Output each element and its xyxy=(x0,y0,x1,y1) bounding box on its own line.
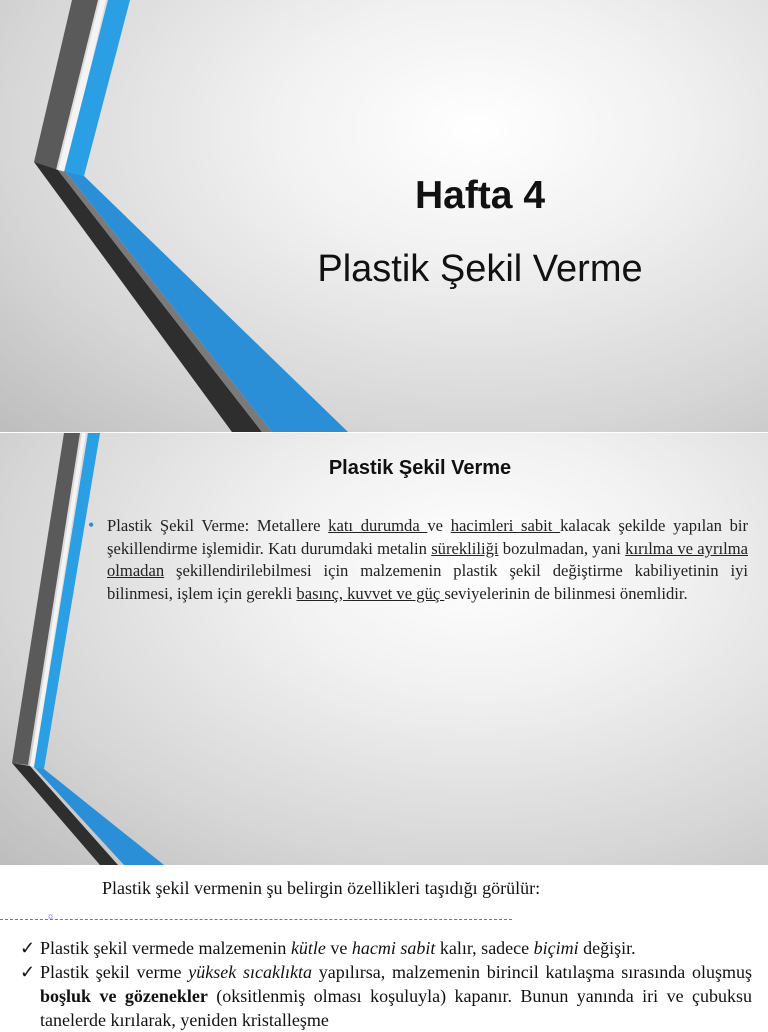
text-run: Plastik şekil verme xyxy=(40,962,189,982)
bold-term: boşluk ve gözenekler xyxy=(40,986,208,1006)
dashed-divider xyxy=(0,919,512,920)
underlined-term: basınç, kuvvet ve güç xyxy=(296,584,445,604)
text-run: Plastik Şekil Verme: Metallere xyxy=(107,516,329,535)
content-slide xyxy=(0,433,768,865)
decor-stripe-gray-lower xyxy=(58,170,272,432)
italic-term: kütle xyxy=(290,938,326,958)
text-run: ve xyxy=(325,938,352,958)
list-item xyxy=(20,936,752,960)
text-run: kalacak şekilde yapılan bir şekillendirme işlemidir. Katı durumdaki metalin xyxy=(107,516,749,558)
check-icon: ✓ xyxy=(20,962,36,982)
text-run: ve xyxy=(427,516,451,535)
decor-stripe-dark xyxy=(34,162,262,432)
bullet-dot-icon: • xyxy=(88,515,95,535)
anchor-icon: ¤ xyxy=(48,912,53,923)
text-run: yapılırsa, malzemenin birincil katılaşma sırasında oluşmuş xyxy=(312,962,752,982)
check-icon: ✓ xyxy=(20,938,36,958)
bullet-paragraph xyxy=(88,515,749,606)
text-run: seviyelerinin de bilinmesi önemlidir. xyxy=(444,584,688,604)
decor-stripe-dark xyxy=(12,763,118,865)
checklist xyxy=(20,936,752,1032)
text-run: Plastik şekil vermede malzemenin xyxy=(40,938,291,958)
text-run: değişir. xyxy=(578,938,636,958)
title-slide xyxy=(0,0,768,432)
text-run: şekillendirilebilmesi için malzemenin plastik şekil değiştirme kabiliyetinin iyi bilinmesi, işlem için gerekli xyxy=(107,561,748,604)
slide-decoration xyxy=(0,433,768,865)
underlined-term: katı durumda xyxy=(328,516,428,535)
slide-title: Hafta 4 xyxy=(414,174,546,217)
underlined-term: sürekliliği xyxy=(431,538,499,558)
italic-term: biçimi xyxy=(533,938,579,958)
slide-title: Plastik Şekil Verme xyxy=(328,457,512,479)
underlined-term: kırılma ve ayrılma olmadan xyxy=(107,538,748,581)
text-run: kalır, sadece xyxy=(435,938,534,958)
underlined-term: hacimleri sabit xyxy=(450,516,561,535)
list-item xyxy=(20,960,752,1032)
intro-sentence: Plastik şekil vermenin şu belirgin özellikleri taşıdığı görülür: xyxy=(102,878,541,898)
slide-subtitle: Plastik Şekil Verme xyxy=(317,248,643,290)
italic-term: yüksek sıcaklıkta xyxy=(188,962,312,982)
text-run: bozulmadan, yani xyxy=(498,538,626,558)
text-run: (oksitlenmiş olması koşuluyla) kapanır. Bunun yanında iri ve çubuksu tanelerde kırılarak, yeniden kristalleşme xyxy=(40,986,752,1030)
document-page xyxy=(0,866,768,1030)
italic-term: hacmi sabit xyxy=(351,938,436,958)
